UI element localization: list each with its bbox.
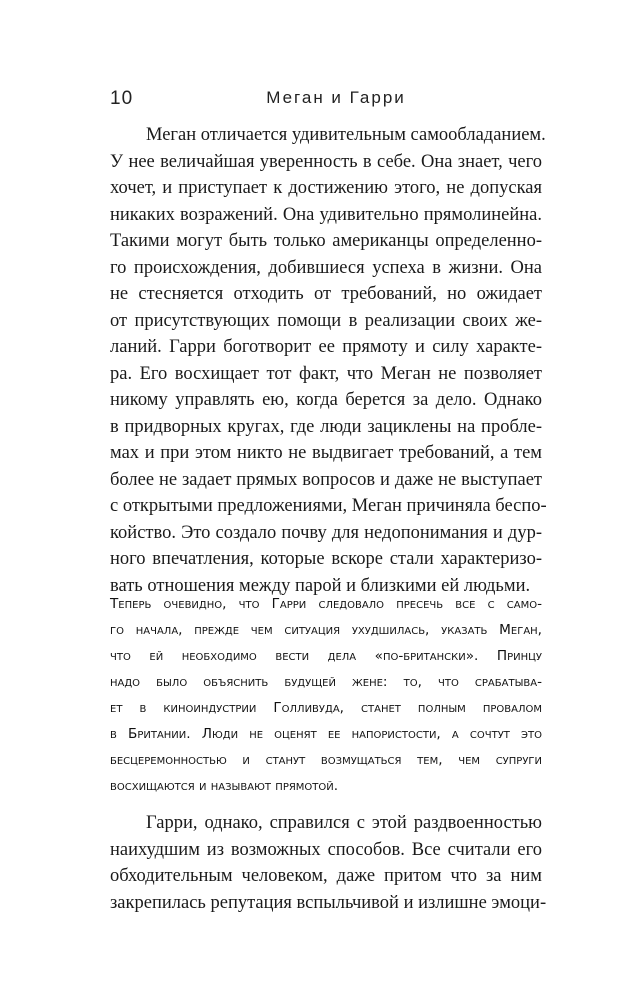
pull-quote-line: что ей необходимо вести дела «по-британски». Принцу <box>110 648 542 664</box>
pull-quote-line: ет в киноиндустрии Голливуда, станет полным провалом <box>110 700 542 716</box>
text-line: в придворных кругах, где люди зациклены на пробле- <box>110 416 542 437</box>
text-line: вать отношения между парой и близкими ей людьми. <box>110 575 531 596</box>
text-line: ного впечатления, которые вскоре стали характеризо- <box>110 549 542 569</box>
pull-quote-line: восхищаются и называют прямотой. <box>110 778 339 794</box>
text-line: наихудшим из возможных способов. Все считали его <box>110 839 542 860</box>
text-line: Такими могут быть только американцы определенно- <box>110 231 542 251</box>
pull-quote <box>110 591 542 799</box>
text-line: с открытыми предложениями, Меган причиняла беспо- <box>110 496 547 516</box>
text-line: го происхождения, добившиеся успеха в жизни. Она <box>110 257 542 278</box>
text-line: не стесняется отходить от требований, но ожидает <box>110 284 542 304</box>
text-line: более не задает прямых вопросов и даже не выступает <box>110 469 542 490</box>
pull-quote-line: Теперь очевидно, что Гарри следовало пресечь все с само- <box>110 596 542 612</box>
pull-quote-line: в Британии. Люди не оценят ее напористости, а сочтут это <box>110 726 542 742</box>
paragraph-2 <box>110 810 547 916</box>
text-line: от присутствующих помощи в реализации своих же- <box>110 310 542 331</box>
text-line: никаких возражений. Она удивительно прямолинейна. <box>110 204 542 225</box>
text-line: ланий. Гарри боготворит ее прямоту и силу характе- <box>110 337 542 357</box>
pull-quote-line: бесцеремонностью и станут возмущаться тем, чем супруги <box>110 752 542 768</box>
text-line: ра. Его восхищает тот факт, что Меган не позволяет <box>110 363 542 384</box>
book-title: Меган и Гарри <box>266 88 406 107</box>
text-line: мах и при этом никто не выдвигает требований, а тем <box>110 443 542 463</box>
text-line: У нее величайшая уверенность в себе. Она знает, чего <box>110 151 542 172</box>
text-line: хочет, и приступает к достижению этого, не допуская <box>110 178 542 198</box>
page-number: 10 <box>110 88 134 109</box>
paragraph-1 <box>110 122 547 599</box>
text-line: Гарри, однако, справился с этой раздвоенностью <box>146 813 542 833</box>
pull-quote-line: го начала, прежде чем ситуация ухудшилась, указать Меган, <box>110 622 542 638</box>
text-line: никому управлять ею, когда берется за дело. Однако <box>110 390 542 410</box>
text-line: койство. Это создало почву для недопонимания и дур- <box>110 522 542 543</box>
text-line: закрепилась репутация вспыльчивой и излишне эмоци- <box>110 892 547 913</box>
text-line: обходительным человеком, даже притом что за ним <box>110 866 542 886</box>
text-line: Меган отличается удивительным самообладанием. <box>146 125 546 145</box>
running-head <box>110 88 542 118</box>
pull-quote-line: надо было объяснить будущей жене: то, что срабатыва- <box>110 674 542 690</box>
